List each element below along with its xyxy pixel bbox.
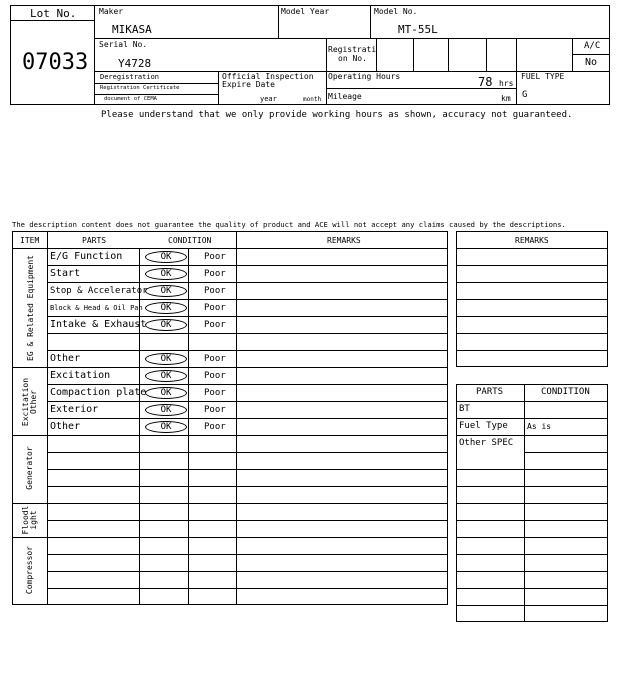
part-label: Intake & Exhaust [50, 319, 147, 330]
spec-condition-header: CONDITION [541, 387, 590, 397]
hrs-unit: hrs [499, 79, 514, 88]
model-year-divider [370, 5, 371, 38]
registration-label-2: on No. [338, 54, 367, 63]
lot-number: 07033 [22, 50, 89, 75]
row-line [47, 350, 448, 351]
col-header-parts: PARTS [82, 236, 107, 245]
section-line [12, 435, 448, 436]
row-line [47, 333, 448, 334]
ok-selected-mark[interactable]: OK [145, 353, 187, 365]
part-label: Other [50, 421, 81, 432]
poor-option[interactable]: Poor [204, 269, 226, 279]
reg-cell-divider-3 [448, 38, 449, 71]
remarks-header-divider [456, 248, 608, 249]
reg-cell-divider-5 [516, 38, 517, 105]
spec-row-line [456, 401, 608, 402]
disclaimer-text: Please understand that we only provide working hours as shown, accuracy not guaranteed. [101, 110, 573, 120]
poor-option[interactable]: Poor [204, 405, 226, 415]
row-line [47, 554, 448, 555]
spec-row-line [456, 571, 608, 572]
km-unit: km [501, 94, 511, 103]
spec-row-line [456, 588, 608, 589]
ac-label-divider [572, 54, 610, 55]
row-line [47, 469, 448, 470]
deregistration-label: Deregistration [100, 73, 160, 81]
ok-selected-mark[interactable]: OK [145, 421, 187, 433]
remarks-row-line [456, 282, 608, 283]
maker-value: MIKASA [112, 23, 152, 36]
poor-option[interactable]: Poor [204, 354, 226, 364]
spec-row-line [524, 452, 608, 453]
remarks-row-line [456, 333, 608, 334]
poor-option[interactable]: Poor [204, 422, 226, 432]
operating-hours-label: Operating Hours [328, 72, 401, 81]
row-line [47, 401, 448, 402]
section-label-generator: Generator [25, 446, 34, 490]
col-divider-parts [139, 248, 140, 605]
part-label: Excitation [50, 370, 111, 381]
section-label-compressor: Compressor [25, 545, 34, 595]
col-divider-ok [188, 248, 189, 605]
model-no-label: Model No. [374, 7, 418, 16]
section-line [12, 367, 448, 368]
section-line [12, 537, 448, 538]
spec-fuel-type-value: As is [527, 422, 552, 431]
poor-option[interactable]: Poor [204, 303, 226, 313]
bt-label: BT [459, 404, 470, 414]
spec-row-line [456, 537, 608, 538]
month-label: month [303, 96, 322, 103]
remarks-row-line [456, 265, 608, 266]
ok-selected-mark[interactable]: OK [145, 319, 187, 331]
operating-hours-value: 78 [478, 75, 493, 89]
col-header-remarks: REMARKS [327, 236, 361, 245]
lot-label: Lot No. [30, 7, 77, 20]
spec-row-line [456, 435, 608, 436]
section-label-excitation: Excitation Other [21, 377, 38, 427]
spec-fuel-type-label: Fuel Type [459, 421, 508, 431]
row-line [47, 571, 448, 572]
ac-value: No [585, 57, 598, 68]
row-line [47, 384, 448, 385]
poor-option[interactable]: Poor [204, 286, 226, 296]
reg-cell-divider-1 [376, 38, 377, 71]
ac-label: A/C [584, 41, 601, 51]
header-row1-divider [94, 38, 610, 39]
official-inspection-label-2: Expire Date [222, 80, 275, 89]
registration-certificate-label: Registration Certificate [100, 85, 180, 91]
row-line [47, 588, 448, 589]
part-label: Compaction plate [50, 387, 147, 398]
poor-option[interactable]: Poor [204, 320, 226, 330]
fuel-type-value: G [522, 90, 528, 100]
ok-selected-mark[interactable]: OK [145, 285, 187, 297]
remarks-row-line [456, 299, 608, 300]
dereg-row-divider-2 [94, 94, 218, 95]
poor-option[interactable]: Poor [204, 252, 226, 262]
remarks-row-line [456, 316, 608, 317]
other-spec-label: Other SPEC [459, 438, 514, 448]
reg-cell-divider-4 [486, 38, 487, 71]
section-label-floodlight: Floodl ight [21, 505, 38, 535]
ok-selected-mark[interactable]: OK [145, 404, 187, 416]
ok-selected-mark[interactable]: OK [145, 370, 187, 382]
ok-selected-mark[interactable]: OK [145, 251, 187, 263]
col-header-item: ITEM [20, 236, 40, 245]
official-inspection-label-1: Official Inspection [222, 72, 314, 81]
poor-option[interactable]: Poor [204, 371, 226, 381]
cema-document-label: document of CEMA [104, 96, 157, 102]
section-line [12, 503, 448, 504]
row-line [47, 418, 448, 419]
lot-divider [94, 5, 95, 105]
section-label-eg: EG & Related Equipment [26, 255, 35, 361]
spec-parts-header: PARTS [476, 387, 504, 397]
ok-selected-mark[interactable]: OK [145, 387, 187, 399]
maker-label: Maker [99, 7, 124, 16]
row-line [47, 520, 448, 521]
model-no-value: MT-55L [398, 23, 438, 36]
table-header-divider [12, 248, 448, 249]
col-header-condition: CONDITION [168, 236, 212, 245]
part-label: Start [50, 268, 81, 279]
part-label: Other [50, 353, 81, 364]
row-line [47, 486, 448, 487]
mileage-label: Mileage [328, 92, 362, 101]
part-label: Exterior [50, 404, 99, 415]
model-year-label: Model Year [281, 7, 330, 16]
fuel-type-label: FUEL TYPE [521, 72, 565, 81]
ok-selected-mark[interactable]: OK [145, 302, 187, 314]
lot-label-divider [10, 20, 94, 21]
reg-cell-divider-2 [413, 38, 414, 71]
part-label: Stop & Accelerator [50, 286, 148, 296]
maker-divider [278, 5, 279, 38]
poor-option[interactable]: Poor [204, 388, 226, 398]
row-line [47, 316, 448, 317]
remarks-row-line [456, 350, 608, 351]
serial-label: Serial No. [99, 40, 148, 49]
spec-row-line [456, 554, 608, 555]
part-label: Block & Head & Oil Pan [50, 304, 143, 312]
year-label: year [260, 95, 277, 103]
description-note: The description content does not guarantee the quality of product and ACE will not accept any claims caused by the descriptions. [12, 220, 566, 229]
row-line [47, 452, 448, 453]
registration-label-1: Registrati [328, 45, 377, 54]
serial-value: Y4728 [118, 57, 152, 70]
spec-row-line [456, 520, 608, 521]
dereg-divider [218, 71, 219, 105]
row-line [47, 282, 448, 283]
spec-row-line [456, 605, 608, 606]
row-line [47, 299, 448, 300]
serial-divider [326, 38, 327, 105]
spec-row-line [456, 503, 608, 504]
ok-selected-mark[interactable]: OK [145, 268, 187, 280]
spec-row-line [456, 418, 608, 419]
row-line [47, 265, 448, 266]
part-label: E/G Function [50, 251, 123, 262]
spec-row-line [456, 469, 608, 470]
remarks-header: REMARKS [515, 236, 549, 245]
dereg-row-divider-1 [94, 83, 218, 84]
spec-row-line [456, 486, 608, 487]
